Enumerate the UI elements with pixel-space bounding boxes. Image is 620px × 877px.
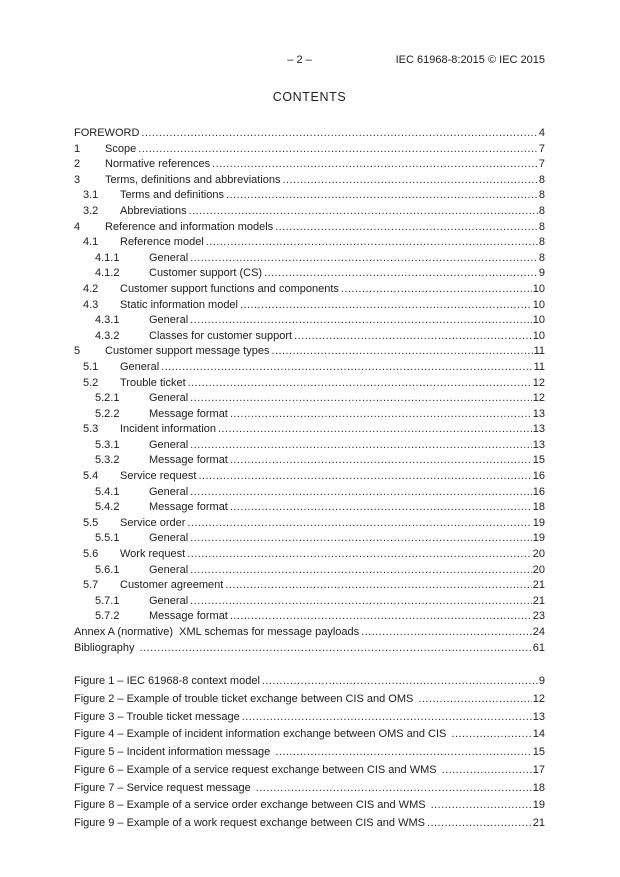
toc-dot-leader — [188, 313, 532, 329]
toc-entry — [74, 126, 545, 142]
toc-page-number: 16 — [532, 470, 545, 483]
toc-entry-number: 4.1 — [83, 236, 99, 249]
toc-entry — [74, 815, 545, 833]
toc-dot-leader — [224, 188, 538, 204]
toc-dot-leader — [188, 594, 532, 610]
toc-page-number: 20 — [532, 563, 545, 576]
toc-entry-label: Scope — [105, 142, 137, 155]
toc-dot-leader — [188, 485, 532, 501]
toc-entry — [74, 780, 545, 798]
toc-entry-label: Figure 3 – Trouble ticket message — [74, 710, 240, 723]
toc-entry-label: Annex A (normative) XML schemas for message payloads — [74, 626, 360, 638]
toc-entry-label: General — [120, 360, 160, 373]
toc-entry-label: Figure 9 – Example of a work request exchange between CIS and WMS — [74, 817, 425, 830]
toc-entry — [74, 797, 545, 815]
toc-entry-number: 3 — [74, 173, 81, 186]
toc-entry-number: 5.6 — [83, 548, 99, 561]
toc-page-number: 10 — [532, 329, 545, 342]
toc-dot-leader — [254, 780, 532, 798]
toc-entry-number: 5.2.2 — [95, 407, 120, 420]
toc-entry-number: 5.5.1 — [95, 532, 120, 545]
toc-dot-leader — [136, 142, 538, 158]
toc-entry-number: 4.3 — [83, 298, 99, 311]
toc-dot-leader — [186, 376, 532, 392]
toc-page-number: 11 — [533, 360, 545, 373]
toc-page-number: 10 — [532, 282, 545, 295]
toc-entry — [74, 609, 545, 625]
toc-dot-leader — [240, 709, 532, 727]
toc-dot-leader — [280, 173, 537, 189]
toc-entry — [74, 453, 545, 469]
toc-entry — [74, 376, 545, 392]
toc-entry-label: Normative references — [105, 158, 211, 171]
toc-dot-leader — [273, 220, 538, 236]
toc-entry — [74, 673, 545, 691]
toc-entry — [74, 709, 545, 727]
toc-dot-leader — [223, 578, 531, 594]
toc-figure-list — [74, 673, 545, 833]
toc-entry — [74, 360, 545, 376]
toc-entry-label: Abbreviations — [120, 204, 187, 217]
toc-entry — [74, 344, 545, 360]
toc-entry-number: 5.2.1 — [95, 392, 120, 405]
toc-page-number: 24 — [532, 626, 545, 638]
toc-page-number: 21 — [532, 579, 545, 592]
toc-entry-label: Figure 1 – IEC 61968-8 context model — [74, 675, 260, 688]
toc-dot-leader — [449, 726, 531, 744]
toc-entry-number: 4.2 — [83, 282, 99, 295]
toc-dot-leader — [416, 691, 531, 709]
toc-entry-label: Customer support (CS) — [149, 267, 263, 280]
toc-entry — [74, 266, 545, 282]
toc-dot-leader — [138, 641, 532, 657]
toc-entry — [74, 173, 545, 189]
toc-page-number: 61 — [532, 641, 545, 654]
toc-dot-leader — [188, 531, 532, 547]
toc-entry-number: 5.5 — [83, 516, 99, 529]
toc-entry-number: 3.1 — [83, 189, 99, 202]
toc-entry-label: Figure 7 – Service request message — [74, 781, 254, 794]
toc-page-number: 18 — [532, 501, 545, 514]
toc-entry-label: Bibliography — [74, 641, 138, 654]
toc-page-number: 8 — [538, 236, 545, 249]
toc-entry — [74, 251, 545, 267]
toc-entry-label: Figure 4 – Example of incident information exchange between OMS and CIS — [74, 728, 450, 741]
toc-entry — [74, 594, 545, 610]
toc-entry — [74, 563, 545, 579]
toc-page-number: 11 — [533, 345, 545, 358]
toc-entry-number: 5.3.2 — [95, 454, 120, 467]
toc-page-number: 8 — [538, 220, 545, 233]
toc-entry-label: Figure 5 – Incident information message — [74, 746, 274, 759]
toc-entry — [74, 625, 545, 641]
toc-entry — [74, 142, 545, 158]
toc-dot-leader — [262, 266, 538, 282]
toc-dot-leader — [159, 360, 532, 376]
toc-entry — [74, 485, 545, 501]
toc-dot-leader — [273, 744, 531, 762]
toc-entry-label: Message format — [149, 501, 228, 514]
toc-page-number: 8 — [538, 251, 545, 264]
toc-entry-label: Service order — [120, 516, 186, 529]
toc-entry-label: Message format — [149, 610, 228, 623]
toc-entry-number: 5.6.1 — [95, 563, 120, 576]
toc-entry-label: Terms and definitions — [120, 189, 224, 202]
toc-dot-leader — [185, 547, 532, 563]
toc-entry-label: General — [149, 594, 189, 607]
toc-entry — [74, 726, 545, 744]
toc-entry-label: Service request — [120, 470, 197, 483]
toc-page-number: 20 — [532, 548, 545, 561]
toc-page-number: 9 — [538, 675, 545, 688]
toc-entry — [74, 391, 545, 407]
toc-entry — [74, 516, 545, 532]
page-content — [74, 54, 545, 833]
toc-entry-number: 5.7.1 — [95, 594, 120, 607]
toc-dot-leader — [238, 298, 532, 314]
toc-entry-label: Incident information — [120, 423, 216, 436]
page-header — [74, 54, 545, 68]
toc-entry — [74, 407, 545, 423]
toc-entry — [74, 220, 545, 236]
toc-entry-number: 5.2 — [83, 376, 99, 389]
toc-entry-label: General — [149, 392, 189, 405]
toc-entry-number: 5.1 — [83, 360, 99, 373]
toc-entry-number: 4.3.1 — [95, 314, 120, 327]
toc-entry-label: Customer support functions and components — [120, 282, 339, 295]
toc-entry — [74, 691, 545, 709]
contents-title: CONTENTS — [272, 90, 347, 104]
toc-entry-label: General — [149, 438, 189, 451]
toc-page-number: 13 — [532, 710, 545, 723]
toc-entry — [74, 204, 545, 220]
toc-dot-leader — [228, 453, 532, 469]
toc-entry-label: Work request — [120, 548, 186, 561]
toc-entry — [74, 157, 545, 173]
toc-dot-leader — [188, 251, 538, 267]
toc-page-number: 13 — [532, 423, 545, 436]
toc-entry-number: 5.4.2 — [95, 501, 120, 514]
toc-entry-label: Reference model — [120, 236, 204, 249]
toc-dot-leader — [210, 157, 538, 173]
toc-entry-label: Message format — [149, 407, 228, 420]
toc-page-number: 13 — [532, 407, 545, 420]
toc-page-number: 7 — [538, 142, 545, 155]
toc-page-number: 12 — [532, 392, 545, 405]
toc-entry — [74, 744, 545, 762]
toc-entry-label: General — [149, 314, 189, 327]
toc-dot-leader — [188, 563, 532, 579]
toc-entry-label: Figure 2 – Example of trouble ticket exchange between CIS and OMS — [74, 692, 417, 705]
toc-entry-label: FOREWORD — [74, 127, 140, 139]
toc-entry-label: Message format — [149, 454, 228, 467]
toc-dot-leader — [228, 609, 532, 625]
toc-section-list — [74, 126, 545, 656]
toc-dot-leader — [228, 407, 532, 423]
toc-entry-number: 5.3 — [83, 423, 99, 436]
toc-entry-label: Figure 6 – Example of a service request exchange between CIS and WMS — [74, 763, 440, 776]
toc-dot-leader — [425, 815, 532, 833]
toc-page-number: 15 — [532, 746, 545, 759]
toc-dot-leader — [440, 762, 532, 780]
toc-page-number: 8 — [538, 189, 545, 202]
toc-page-number: 19 — [532, 799, 545, 812]
toc-entry — [74, 329, 545, 345]
toc-entry-label: Classes for customer support — [149, 329, 293, 342]
toc-entry — [74, 298, 545, 314]
toc-entry-label: General — [149, 563, 189, 576]
toc-entry-number: 5.4.1 — [95, 485, 120, 498]
toc-entry — [74, 313, 545, 329]
toc-entry-number: 1 — [74, 142, 81, 155]
toc-entry-label: Figure 8 – Example of a service order exchange between CIS and WMS — [74, 799, 429, 812]
toc-entry-label: Customer support message types — [105, 345, 270, 358]
toc-entry-label: Reference and information models — [105, 220, 274, 233]
toc-dot-leader — [185, 516, 531, 532]
toc-entry-label: Customer agreement — [120, 579, 224, 592]
toc-entry-number: 5.7.2 — [95, 610, 120, 623]
toc-entry-number: 3.2 — [83, 204, 99, 217]
toc-page-number: 13 — [532, 438, 545, 451]
toc-dot-leader — [260, 673, 538, 691]
toc-entry-number: 4.1.1 — [95, 251, 120, 264]
toc-entry-number: 2 — [74, 158, 81, 171]
toc-dot-leader — [216, 422, 532, 438]
header-page-number: – 2 – — [287, 54, 312, 66]
toc-dot-leader — [359, 625, 532, 641]
toc-dot-leader — [188, 391, 532, 407]
toc-entry-number: 4 — [74, 220, 81, 233]
toc-dot-leader — [204, 235, 538, 251]
toc-dot-leader — [228, 500, 532, 516]
toc-dot-leader — [187, 204, 538, 220]
toc-entry-label: General — [149, 532, 189, 545]
toc-entry — [74, 469, 545, 485]
toc-entry — [74, 235, 545, 251]
toc-page-number: 10 — [532, 314, 545, 327]
toc-entry-number: 5.7 — [83, 579, 99, 592]
toc-entry — [74, 578, 545, 594]
toc-page-number: 8 — [538, 173, 545, 186]
toc-entry — [74, 188, 545, 204]
toc-entry-number: 5.3.1 — [95, 438, 120, 451]
toc-page-number: 8 — [538, 204, 545, 217]
toc-page-number: 19 — [532, 516, 545, 529]
toc-dot-leader — [269, 344, 532, 360]
toc-entry — [74, 438, 545, 454]
toc-page-number: 16 — [532, 485, 545, 498]
toc-entry-number: 4.3.2 — [95, 329, 120, 342]
toc-page-number: 23 — [532, 610, 545, 623]
toc-page-number: 21 — [532, 817, 545, 830]
toc-entry — [74, 547, 545, 563]
header-copyright: IEC 61968-8:2015 © IEC 2015 — [395, 54, 545, 66]
toc-dot-leader — [196, 469, 531, 485]
toc-entry-label: General — [149, 485, 189, 498]
toc-page-number: 14 — [532, 728, 545, 741]
toc-page-number: 15 — [532, 454, 545, 467]
toc-entry-label: Terms, definitions and abbreviations — [105, 173, 281, 186]
toc-entry — [74, 641, 545, 657]
toc-entry — [74, 282, 545, 298]
toc-dot-leader — [429, 797, 532, 815]
toc-entry — [74, 500, 545, 516]
toc-entry-label: General — [149, 251, 189, 264]
toc-entry — [74, 422, 545, 438]
toc-dot-leader — [339, 282, 532, 298]
toc-page-number: 12 — [532, 692, 545, 705]
toc-entry-number: 4.1.2 — [95, 267, 120, 280]
toc-page-number: 10 — [532, 298, 545, 311]
toc-entry-label: Static information model — [120, 298, 238, 311]
toc-dot-leader — [292, 329, 532, 345]
toc-page-number: 4 — [538, 127, 545, 139]
toc-entry — [74, 762, 545, 780]
toc-page-number: 12 — [532, 376, 545, 389]
toc-page-number: 21 — [532, 594, 545, 607]
toc-page-number: 18 — [532, 781, 545, 794]
toc-entry-label: Trouble ticket — [120, 376, 186, 389]
toc-page-number: 17 — [532, 763, 545, 776]
toc-dot-leader — [188, 438, 532, 454]
toc-entry-number: 5 — [74, 345, 81, 358]
toc-page-number: 7 — [538, 158, 545, 171]
toc-page-number: 9 — [538, 267, 545, 280]
toc-page-number: 19 — [532, 532, 545, 545]
toc-entry-number: 5.4 — [83, 470, 99, 483]
toc-dot-leader — [139, 126, 537, 142]
toc-entry — [74, 531, 545, 547]
